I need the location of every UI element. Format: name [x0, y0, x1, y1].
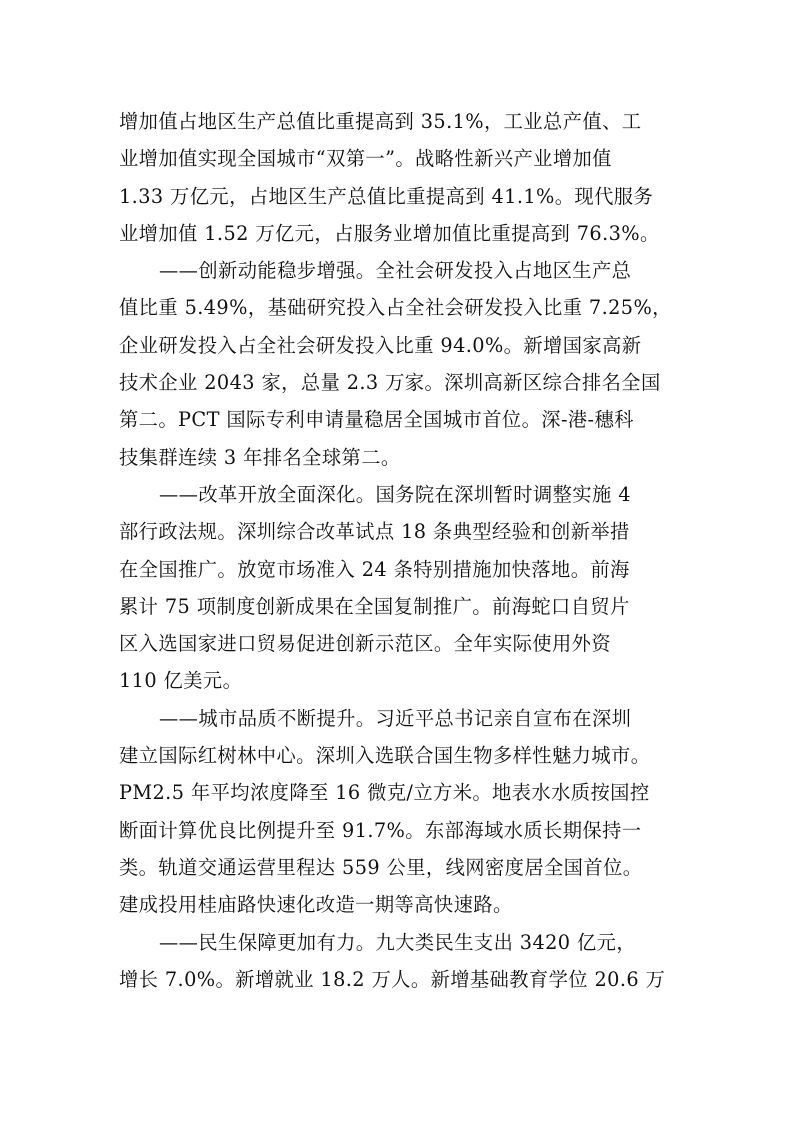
- text-line: 断面计算优良比例提升至 91.7%。东部海域水质长期保持一: [119, 818, 642, 842]
- text-line: 类。轨道交通运营里程达 559 公里，线网密度居全国首位。: [119, 855, 643, 879]
- text-line: 区入选国家进口贸易促进创新示范区。全年实际使用外资: [119, 632, 612, 656]
- text-line: 1.33 万亿元，占地区生产总值比重提高到 41.1%。现代服务: [119, 184, 654, 208]
- text-line: 第二。PCT 国际专利申请量稳居全国城市首位。深-港-穗科: [119, 408, 634, 432]
- paragraph-start-livelihood: ——民生保障更加有力。九大类民生支出 3420 亿元，: [159, 930, 637, 954]
- text-line: 技集群连续 3 年排名全球第二。: [119, 445, 401, 469]
- paragraph-start-innovation: ——创新动能稳步增强。全社会研发投入占地区生产总: [159, 259, 632, 283]
- paragraph-start-city-quality: ——城市品质不断提升。习近平总书记亲自宣布在深圳: [159, 706, 632, 730]
- body-text: [119, 103, 679, 998]
- text-line: 值比重 5.49%，基础研究投入占全社会研发投入比重 7.25%，: [119, 296, 672, 320]
- text-line: 110 亿美元。: [119, 669, 243, 693]
- text-line: 部行政法规。深圳综合改革试点 18 条典型经验和创新举措: [119, 520, 630, 544]
- text-line: 增加值占地区生产总值比重提高到 35.1%，工业总产值、工: [119, 110, 642, 133]
- text-line: 业增加值实现全国城市“双第一”。战略性新兴产业增加值: [119, 147, 612, 171]
- text-line: 累计 75 项制度创新成果在全国复制推广。前海蛇口自贸片: [119, 594, 630, 618]
- text-line: 建立国际红树林中心。深圳入选联合国生物多样性魅力城市。: [119, 744, 651, 768]
- text-line: 增长 7.0%。新增就业 18.2 万人。新增基础教育学位 20.6 万: [119, 967, 666, 991]
- text-line: 业增加值 1.52 万亿元，占服务业增加值比重提高到 76.3%。: [119, 221, 660, 245]
- text-line: 在全国推广。放宽市场准入 24 条特别措施加快落地。前海: [119, 557, 630, 581]
- text-line: 企业研发投入占全社会研发投入比重 94.0%。新增国家高新: [119, 333, 642, 357]
- text-line: 技术企业 2043 家，总量 2.3 万家。深圳高新区综合排名全国: [119, 371, 661, 395]
- paragraph-start-reform: ——改革开放全面深化。国务院在深圳暂时调整实施 4: [159, 482, 631, 506]
- text-line: 建成投用桂庙路快速化改造一期等高快速路。: [119, 893, 513, 917]
- text-line: PM2.5 年平均浓度降至 16 微克/立方米。地表水水质按国控: [119, 781, 650, 805]
